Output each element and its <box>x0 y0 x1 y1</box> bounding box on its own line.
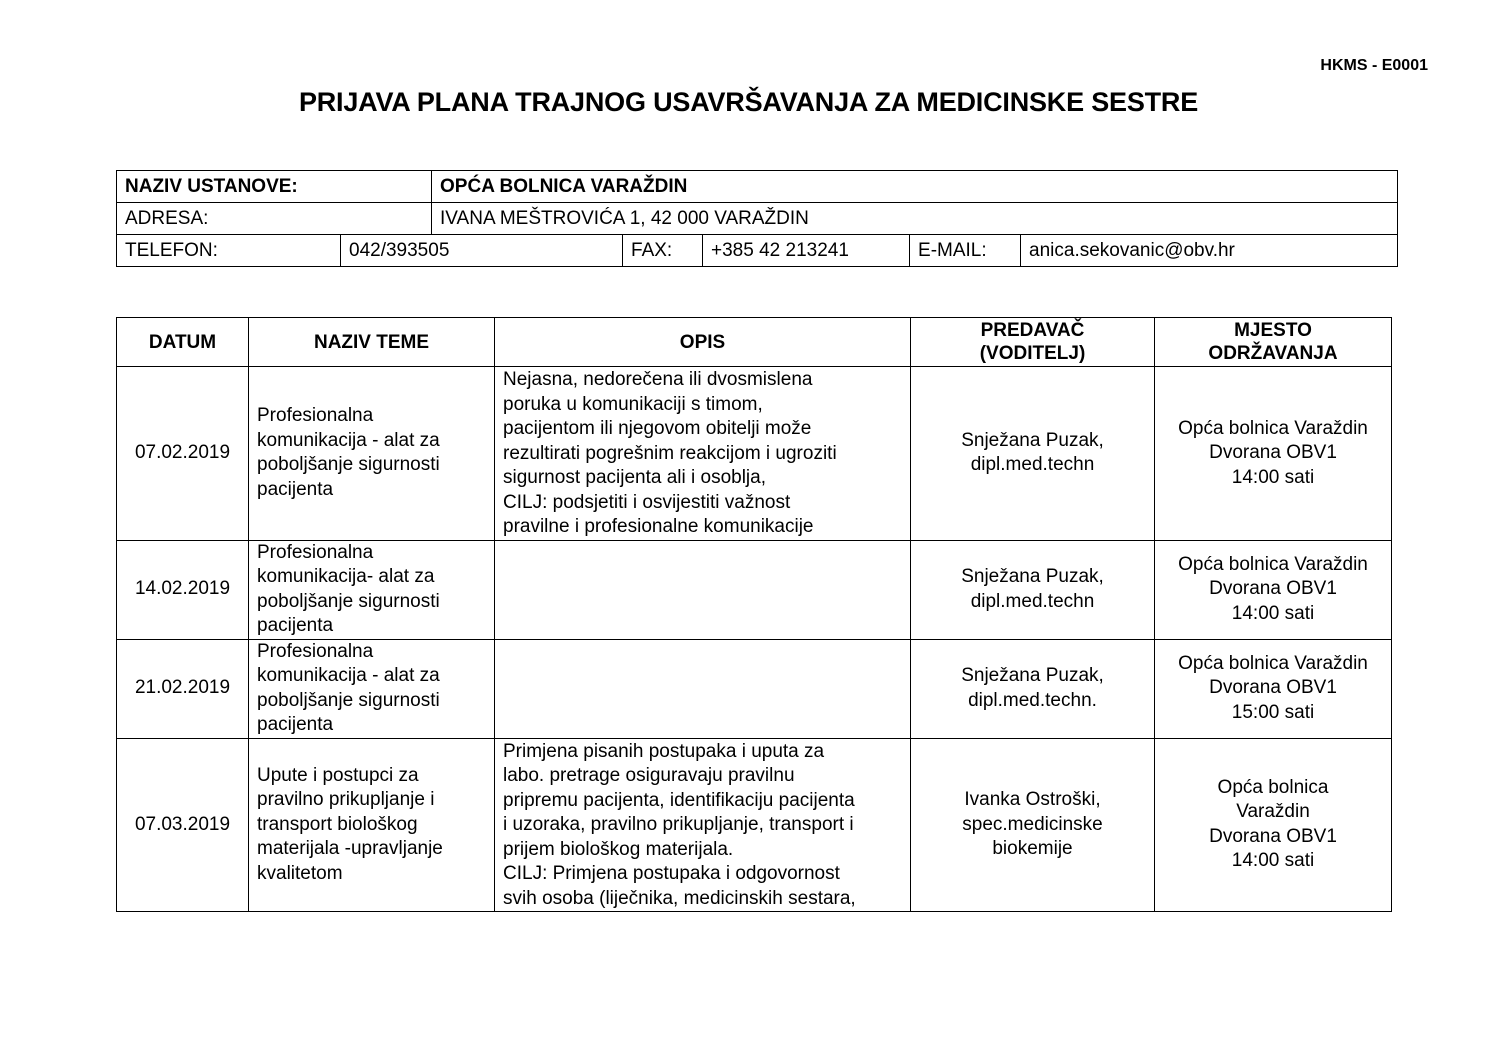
row-location: Opća bolnica Varaždin Dvorana OBV1 14:00 sati <box>1155 738 1392 912</box>
row-topic: Profesionalna komunikacija - alat za poboljšanje sigurnosti pacijenta <box>249 367 495 541</box>
address-label: ADRESA: <box>117 203 432 235</box>
row-date: 14.02.2019 <box>117 540 249 639</box>
form-code: HKMS - E0001 <box>1320 57 1428 74</box>
column-header-date: DATUM <box>117 318 249 367</box>
institution-contact-row <box>117 235 1398 267</box>
schedule-table <box>116 317 1392 912</box>
fax-value: +385 42 213241 <box>703 235 910 267</box>
address-value: IVANA MEŠTROVIĆA 1, 42 000 VARAŽDIN <box>432 203 1398 235</box>
fax-label: FAX: <box>623 235 703 267</box>
phone-label: TELEFON: <box>117 235 341 267</box>
row-topic: Profesionalna komunikacija - alat za poboljšanje sigurnosti pacijenta <box>249 639 495 738</box>
row-location: Opća bolnica Varaždin Dvorana OBV1 15:00 sati <box>1155 639 1392 738</box>
row-topic: Profesionalna komunikacija- alat za poboljšanje sigurnosti pacijenta <box>249 540 495 639</box>
row-date: 21.02.2019 <box>117 639 249 738</box>
institution-table <box>116 170 1398 267</box>
email-value: anica.sekovanic@obv.hr <box>1021 235 1398 267</box>
column-header-location: MJESTO ODRŽAVANJA <box>1155 318 1392 367</box>
row-date: 07.02.2019 <box>117 367 249 541</box>
schedule-header-row <box>117 318 1392 367</box>
row-lecturer: Snježana Puzak, dipl.med.techn. <box>911 639 1155 738</box>
row-topic: Upute i postupci za pravilno prikupljanje i transport biološkog materijala -upravljanje kvalitetom <box>249 738 495 912</box>
institution-name-value: OPĆA BOLNICA VARAŽDIN <box>432 171 1398 203</box>
row-date: 07.03.2019 <box>117 738 249 912</box>
institution-name-label: NAZIV USTANOVE: <box>117 171 432 203</box>
table-row <box>117 540 1392 639</box>
row-description <box>495 540 911 639</box>
column-header-description: OPIS <box>495 318 911 367</box>
row-lecturer: Ivanka Ostroški, spec.medicinske biokemije <box>911 738 1155 912</box>
row-lecturer: Snježana Puzak, dipl.med.techn <box>911 540 1155 639</box>
row-lecturer: Snježana Puzak, dipl.med.techn <box>911 367 1155 541</box>
row-location: Opća bolnica Varaždin Dvorana OBV1 14:00 sati <box>1155 367 1392 541</box>
row-description: Nejasna, nedorečena ili dvosmislena poruka u komunikaciji s timom, pacijentom ili njegovom obitelji može rezultirati pogrešnim reakcijom i ugroziti sigurnost pacijenta ali i osoblja, CILJ: podsjetiti i osvijestiti važnost pravilne i profesionalne komunikacije <box>495 367 911 541</box>
email-label: E-MAIL: <box>910 235 1021 267</box>
row-description <box>495 639 911 738</box>
column-header-lecturer: PREDAVAČ (VODITELJ) <box>911 318 1155 367</box>
institution-address-row <box>117 203 1398 235</box>
row-description: Primjena pisanih postupaka i uputa za labo. pretrage osiguravaju pravilnu pripremu pacijenta, identifikaciju pacijenta i uzoraka, pravilno prikupljanje, transport i prijem biološkog materijala. CILJ: Primjena postupaka i odgovornost svih osoba (liječnika, medicinskih sestara, <box>495 738 911 912</box>
row-location: Opća bolnica Varaždin Dvorana OBV1 14:00 sati <box>1155 540 1392 639</box>
institution-name-row <box>117 171 1398 203</box>
table-row <box>117 367 1392 541</box>
column-header-topic: NAZIV TEME <box>249 318 495 367</box>
page-title: PRIJAVA PLANA TRAJNOG USAVRŠAVANJA ZA MEDICINSKE SESTRE <box>298 87 1199 117</box>
table-row <box>117 738 1392 912</box>
phone-value: 042/393505 <box>341 235 623 267</box>
table-row <box>117 639 1392 738</box>
